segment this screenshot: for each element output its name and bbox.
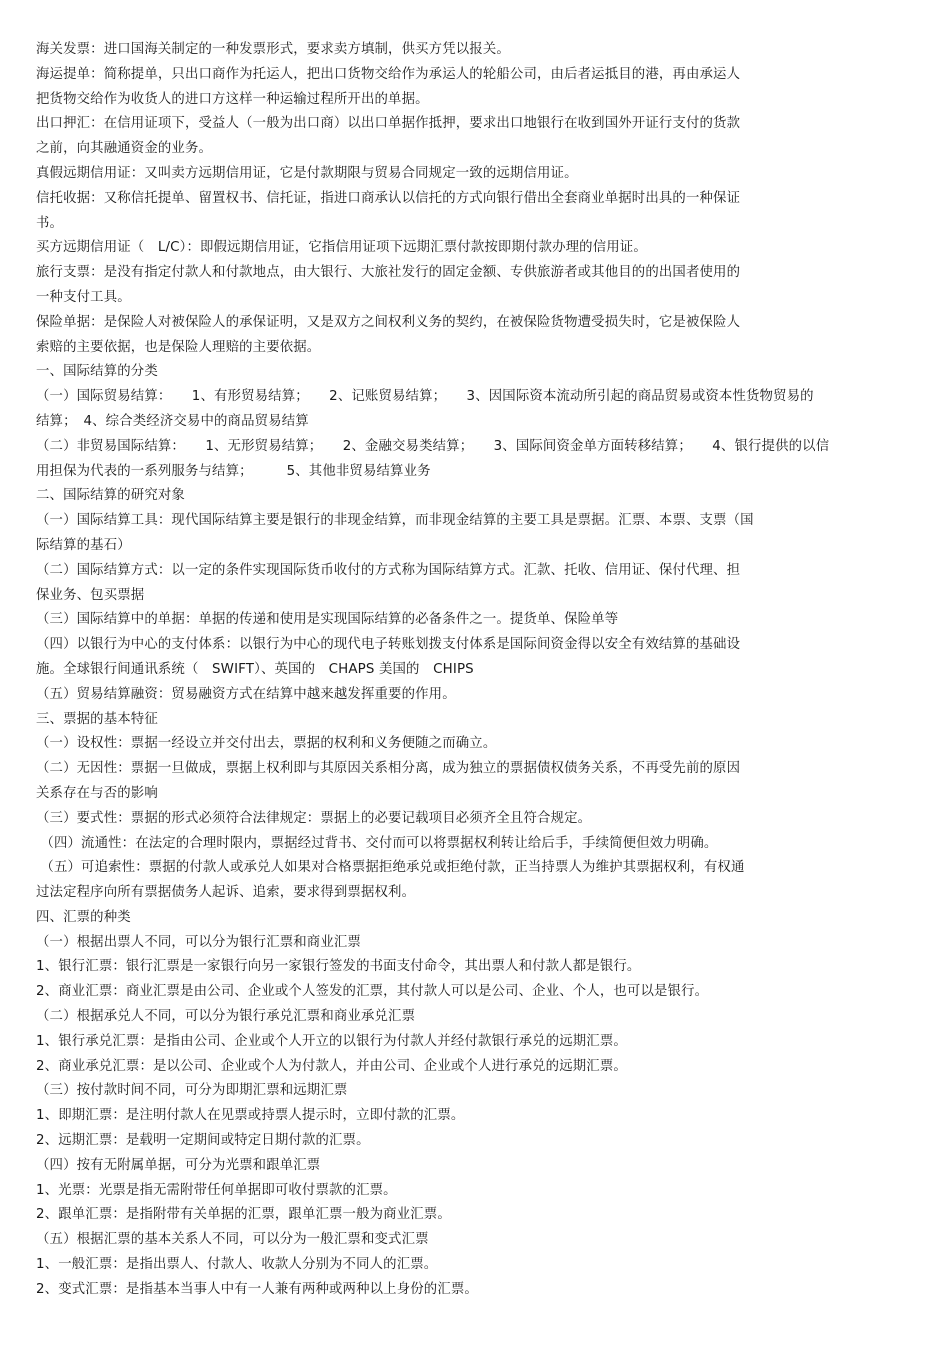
text-line: 把货物交给作为收货人的进口方这样一种运输过程所开出的单据。 — [36, 91, 429, 107]
text-line: （二）非贸易国际结算： 1、无形贸易结算； 2、金融交易类结算； 3、国际间资金单方面转移结算； 4、银行提供的以信 — [36, 438, 830, 454]
document-body — [36, 38, 916, 1303]
text-line: （四）以银行为中心的支付体系：以银行为中心的现代电子转账划拨支付体系是国际间资金得以安全有效结算的基础设 — [36, 637, 741, 653]
text-line: 施。全球银行间通讯系统（ SWIFT）、英国的 CHAPS 美国的 CHIPS — [36, 661, 474, 677]
text-line: 旅行支票：是没有指定付款人和付款地点，由大银行、大旅社发行的固定金额、专供旅游者或其他目的的出国者使用的 — [36, 265, 741, 281]
text-line: 2、商业承兑汇票：是以公司、企业或个人为付款人，并由公司、企业或个人进行承兑的远期汇票。 — [36, 1058, 627, 1074]
text-line: （二）根据承兑人不同，可以分为银行承兑汇票和商业承兑汇票 — [36, 1009, 416, 1025]
text-line: 之前，向其融通资金的业务。 — [36, 141, 213, 157]
text-line: 用担保为代表的一系列服务与结算； 5、其他非贸易结算业务 — [36, 463, 431, 479]
text-line: 2、商业汇票：商业汇票是由公司、企业或个人签发的汇票，其付款人可以是公司、企业、个人，也可以是银行。 — [36, 984, 709, 1000]
text-line: 索赔的主要依据，也是保险人理赔的主要依据。 — [36, 339, 321, 355]
text-line: 关系存在与否的影响 — [36, 785, 158, 801]
text-line: （四）流通性：在法定的合理时限内，票据经过背书、交付而可以将票据权利转让给后手，手续简便但效力明确。 — [36, 835, 718, 851]
text-line: 1、即期汇票：是注明付款人在见票或持票人提示时，立即付款的汇票。 — [36, 1108, 465, 1124]
text-line: 保险单据：是保险人对被保险人的承保证明，又是双方之间权利义务的契约，在被保险货物遭受损失时，它是被保险人 — [36, 314, 741, 330]
text-line: 四、汇票的种类 — [36, 909, 131, 925]
text-line: 二、国际结算的研究对象 — [36, 488, 185, 504]
text-line: 过法定程序向所有票据债务人起诉、追索，要求得到票据权利。 — [36, 885, 416, 901]
text-line: 1、银行汇票：银行汇票是一家银行向另一家银行签发的书面支付命令，其出票人和付款人都是银行。 — [36, 959, 641, 975]
text-line: （五）根据汇票的基本关系人不同，可以分为一般汇票和变式汇票 — [36, 1232, 429, 1248]
text-line: 结算； 4、综合类经济交易中的商品贸易结算 — [36, 413, 309, 429]
text-line: 2、变式汇票：是指基本当事人中有一人兼有两种或两种以上身份的汇票。 — [36, 1281, 478, 1297]
text-line: （二）无因性：票据一旦做成，票据上权利即与其原因关系相分离，成为独立的票据债权债务关系，不再受先前的原因 — [36, 761, 741, 777]
text-line: 保业务、包买票据 — [36, 587, 145, 603]
text-line: 际结算的基石） — [36, 537, 131, 553]
text-line: 出口押汇：在信用证项下，受益人（一般为出口商）以出口单据作抵押，要求出口地银行在收到国外开证行支付的货款 — [36, 116, 741, 132]
text-line: 2、远期汇票：是载明一定期间或特定日期付款的汇票。 — [36, 1133, 370, 1149]
text-line: 书。 — [36, 215, 64, 231]
text-line: （三）国际结算中的单据：单据的传递和使用是实现国际结算的必备条件之一。提货单、保险单等 — [36, 612, 619, 628]
text-line: （五）贸易结算融资：贸易融资方式在结算中越来越发挥重要的作用。 — [36, 686, 456, 702]
text-line: （三）按付款时间不同，可分为即期汇票和远期汇票 — [36, 1083, 348, 1099]
text-line: （五）可追索性：票据的付款人或承兑人如果对合格票据拒绝承兑或拒绝付款，正当持票人为维护其票据权利，有权通 — [36, 860, 745, 876]
text-line: 1、光票：光票是指无需附带任何单据即可收付票款的汇票。 — [36, 1182, 397, 1198]
text-line: 真假远期信用证：又叫卖方远期信用证，它是付款期限与贸易合同规定一致的远期信用证。 — [36, 165, 578, 181]
text-line: 买方远期信用证（ L/C）：即假远期信用证，它指信用证项下远期汇票付款按即期付款办理的信用证。 — [36, 240, 647, 256]
text-line: 2、跟单汇票：是指附带有关单据的汇票，跟单汇票一般为商业汇票。 — [36, 1207, 451, 1223]
text-line: 一种支付工具。 — [36, 289, 131, 305]
text-line: 三、票据的基本特征 — [36, 711, 158, 727]
text-line: （一）设权性：票据一经设立并交付出去，票据的权利和义务便随之而确立。 — [36, 736, 497, 752]
text-line: （一）根据出票人不同，可以分为银行汇票和商业汇票 — [36, 934, 361, 950]
text-line: （一）国际贸易结算： 1、有形贸易结算； 2、记账贸易结算； 3、因国际资本流动所引起的商品贸易或资本性货物贸易的 — [36, 389, 814, 405]
text-line: 1、一般汇票：是指出票人、付款人、收款人分别为不同人的汇票。 — [36, 1257, 438, 1273]
text-line: 1、银行承兑汇票：是指由公司、企业或个人开立的以银行为付款人并经付款银行承兑的远期汇票。 — [36, 1033, 627, 1049]
text-line: （二）国际结算方式：以一定的条件实现国际货币收付的方式称为国际结算方式。汇款、托收、信用证、保付代理、担 — [36, 562, 741, 578]
text-line: （一）国际结算工具：现代国际结算主要是银行的非现金结算，而非现金结算的主要工具是票据。汇票、本票、支票（国 — [36, 513, 754, 529]
text-line: （三）要式性：票据的形式必须符合法律规定：票据上的必要记载项目必须齐全且符合规定。 — [36, 810, 592, 826]
text-line: 海运提单：简称提单，只出口商作为托运人，把出口货物交给作为承运人的轮船公司，由后者运抵目的港，再由承运人 — [36, 66, 741, 82]
text-line: 信托收据：又称信托提单、留置权书、信托证，指进口商承认以信托的方式向银行借出全套商业单据时出具的一种保证 — [36, 190, 741, 206]
text-line: 海关发票：进口国海关制定的一种发票形式，要求卖方填制，供买方凭以报关。 — [36, 42, 510, 57]
text-line: （四）按有无附属单据，可分为光票和跟单汇票 — [36, 1157, 321, 1173]
text-line: 一、国际结算的分类 — [36, 364, 158, 380]
